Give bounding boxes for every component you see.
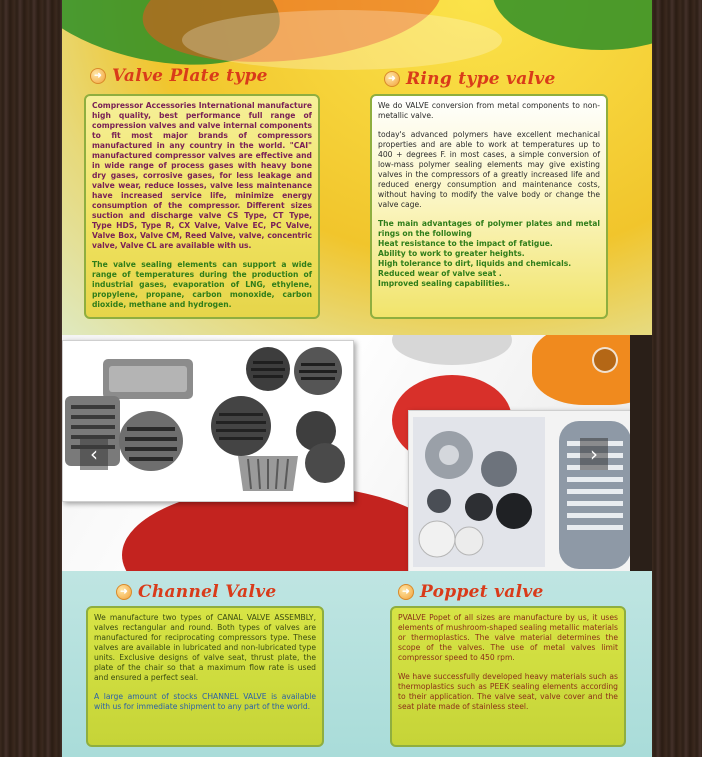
channel-valve-heading: [116, 582, 277, 602]
channel-valve-title: Channel Valve: [138, 582, 277, 602]
valve-plate-text-2: The valve sealing elements can support a wide range of temperatures during the production of industrial gases, evaporation of LNG, ethylene, propylene, propane, carbon monoxide, carbon dioxide, methane and hydrogen.: [92, 260, 312, 309]
advantages-heading: The main advantages of polymer plates and metal rings on the following: [378, 219, 600, 238]
ring-type-text: We do VALVE conversion from metal components to non-metallic valve.: [378, 101, 600, 120]
poppet-valve-box: [390, 606, 626, 747]
ring-type-title: Ring type valve: [406, 69, 556, 89]
valve-plate-title: Valve Plate type: [112, 66, 268, 86]
decor-swoosh: [492, 0, 652, 50]
decor-shape: [532, 335, 630, 405]
advantage-item: Reduced wear of valve seat .: [378, 269, 502, 278]
ring-type-heading: [384, 69, 556, 89]
ring-type-text-2: today's advanced polymers have excellent mechanical properties and are able to work at temperatures up to 400 + degrees F. in most cases, a simple conversion of low-mass polymer sealing elements may give existing valves in the compressors of a greatly increased life and reduced energy consumption and maintenance costs, without having to modify the valve body or change the valve cage.: [378, 130, 600, 209]
arrow-circle-icon: ➜: [90, 68, 106, 84]
channel-valve-text: We manufacture two types of CANAL VALVE ASSEMBLY, valves rectangular and round. Both types of valves are manufactured for reciprocating compressors type. These valves are available in lubricated and non-lubricated type units. Exclusive designs of valve seat, thrust plate, the plate of the chair so that a maximum flow rate is used and ensured a perfect seal.: [94, 613, 316, 682]
valve-plate-text: Compressor Accessories International manufacture high quality, best performance full range of compression valves and valve internal components to fit most major brands of compressors manufactured in any country in the world. "CAI" manufactured compressor valves are effective and in wide range of process gases with heavy bone dry gases, corrosive gases, for less leakage and valve wear, reduce losses, valve less maintenance have increased service life, minimize energy consumption of the compressor. Different sizes suction and discharge valve CS Type, CT Type, Type HDS, Type R, CX Valve, Valve EC, PC Valve, Valve Box, Valve CM, Reed Valve, valve, concentric valve, Valve CL are available with us.: [92, 101, 312, 250]
decor-swoosh: [182, 10, 502, 70]
page-content: [62, 0, 652, 757]
valve-plates-image: [63, 341, 353, 501]
valve-plates-photo: [62, 340, 354, 502]
advantage-item: Heat resistance to the impact of fatigue.: [378, 239, 553, 248]
channel-valve-text-2: A large amount of stocks CHANNEL VALVE is available with us for immediate shipment to any part of the world.: [94, 692, 316, 711]
slider-prev-button[interactable]: ‹: [80, 438, 108, 470]
ring-type-box: [370, 94, 608, 319]
left-wood-border: [0, 0, 62, 757]
valve-components-image: [409, 411, 630, 571]
slider-timer-icon: [592, 347, 618, 373]
slider-next-button[interactable]: ›: [580, 438, 608, 470]
valve-plate-box: [84, 94, 320, 319]
poppet-valve-heading: [398, 582, 544, 602]
advantage-item: Improved sealing capabilities..: [378, 279, 510, 288]
channel-valve-box: [86, 606, 324, 747]
arrow-circle-icon: ➜: [398, 584, 414, 600]
poppet-valve-text: PVALVE Popet of all sizes are manufacture by us, it uses elements of mushroom-shaped sealing metallic materials or thermoplastics. The valve material determines the scope of the valves. The use of metal valves limit compressor speed to 450 rpm.: [398, 613, 618, 662]
valve-plate-heading: [90, 66, 268, 86]
arrow-circle-icon: ➜: [384, 71, 400, 87]
arrow-circle-icon: ➜: [116, 584, 132, 600]
poppet-valve-title: Poppet valve: [420, 582, 544, 602]
advantage-item: Ability to work to greater heights.: [378, 249, 525, 258]
decor-shape: [392, 335, 512, 365]
right-wood-border: [652, 0, 702, 757]
poppet-valve-text-2: We have successfully developed heavy materials such as thermoplastics such as PEEK sealing elements according to their application. The valve seat, valve cover and the seat plate made of stainless steel.: [398, 672, 618, 711]
advantage-item: High tolerance to dirt, liquids and chemicals.: [378, 259, 572, 268]
valve-components-photo: [408, 410, 630, 571]
image-slider: [62, 335, 630, 571]
